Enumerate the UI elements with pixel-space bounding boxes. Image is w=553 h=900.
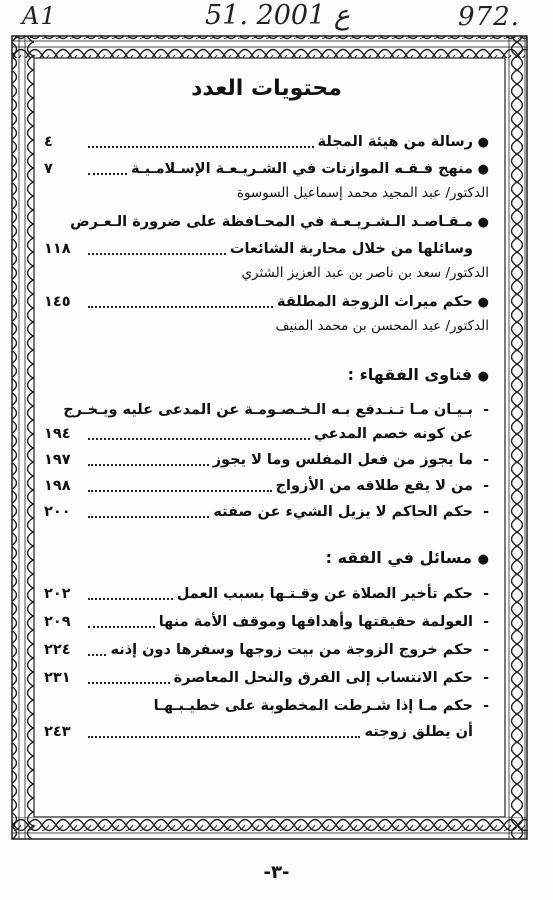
page-ref: ٧	[44, 161, 53, 177]
toc-entry	[44, 210, 489, 234]
leader-dots	[88, 625, 155, 628]
leader-dots	[88, 437, 310, 440]
table-of-contents	[44, 60, 489, 820]
page-ref: ١٩٧	[44, 452, 71, 468]
author-line: الدكتور/ عبد المحسن بن محمد المنيف	[275, 318, 489, 334]
page-ref: ٢٠٢	[44, 586, 71, 602]
author-line: الدكتور/ عبد المجيد محمد إسماعيل السوسوة	[236, 185, 489, 201]
leader-dots	[88, 653, 106, 656]
toc-item: - حكم تأخير الصلاة عن وقـتـها بسبب العمل ٢٠٢	[44, 586, 489, 602]
bullet-icon: ●	[477, 161, 489, 177]
item-title: أن يطلق زوجته	[364, 724, 473, 740]
page-ref: ٤	[44, 134, 53, 150]
bullet-icon: ●	[477, 214, 489, 230]
page-ref: ٢٢٤	[44, 642, 71, 658]
toc-entry	[44, 130, 489, 154]
toc-item: - بـيـان مـا تـنـدفع بـه الـخـصـومـة عن المدعى عليه ويـخـرج	[63, 402, 489, 418]
section-heading-text: فتاوى الفقهاء :	[347, 365, 473, 384]
page-ref: ٢٠٠	[44, 504, 71, 520]
leader-dots	[88, 145, 314, 148]
item-title: حكم تأخير الصلاة عن وقـتـها بسبب العمل	[176, 586, 473, 602]
toc-item-continuation	[44, 422, 489, 446]
item-title: حكم الحاكم لا يزيل الشيء عن صفته	[213, 504, 473, 520]
entry-title: منهج فـقـه الموازنات في الشـريـعـة الإسـلامـيـة	[130, 161, 473, 177]
leader-dots	[88, 597, 173, 600]
page-number: -٣-	[263, 862, 290, 883]
toc-item: - حكم مـا إذا شـرطت المخطوبة على خطيـبـهـا	[153, 698, 489, 714]
entry-title: مـقـاصـد الـشـريـعـة في المحـافظة على ضرورة الـعـرض	[70, 214, 473, 230]
toc-entry	[44, 157, 489, 181]
item-title: العولمة حقيقتها وأهدافها وموقف الأمة منها	[158, 614, 473, 630]
leader-dots	[88, 515, 209, 518]
page-ref: ٢٤٣	[44, 724, 71, 740]
toc-item: - حكم الانتساب إلى الفرق والنحل المعاصرة ٢٣١	[44, 670, 489, 686]
item-title: حكم الانتساب إلى الفرق والنحل المعاصرة	[173, 670, 473, 686]
bullet-icon: ●	[477, 552, 489, 567]
toc-item: - العولمة حقيقتها وأهدافها وموقف الأمة منها ٢٠٩	[44, 614, 489, 630]
page-ref: ١٤٥	[44, 294, 71, 310]
leader-dots	[88, 305, 273, 308]
page-ref: ١٩٤	[44, 426, 71, 442]
toc-entry	[44, 290, 489, 314]
leader-dots	[88, 489, 272, 492]
entry-title: حكم ميراث الزوجة المطلقة	[277, 294, 473, 310]
page-title: محتويات العدد	[191, 76, 342, 101]
page-ref: ٢٣١	[44, 670, 71, 686]
bullet-icon: ●	[477, 294, 489, 310]
leader-dots	[88, 172, 127, 175]
section-heading-masail	[326, 548, 489, 567]
item-title: حكم مـا إذا شـرطت المخطوبة على خطيـبـهـا	[153, 698, 473, 714]
bullet-icon: ●	[477, 369, 489, 384]
toc-item: - حكم الحاكم لا يزيل الشيء عن صفته ٢٠٠	[44, 504, 489, 520]
page-ref: ١١٨	[44, 241, 71, 257]
leader-dots	[88, 463, 209, 466]
leader-dots	[88, 735, 360, 738]
entry-title: رسالة من هيئة المجلة	[317, 134, 473, 150]
toc-item: - ما يجوز من فعل المفلس وما لا يجوز ١٩٧	[44, 452, 489, 468]
handwritten-code-middle: 51. ع 2001	[205, 0, 350, 31]
author-line: الدكتور/ سعد بن ناصر بن عبد العزيز الشثري	[241, 265, 489, 281]
item-title: حكم خروج الزوجة من بيت زوجها وسفرها دون إذنه	[110, 642, 473, 658]
toc-item: - حكم خروج الزوجة من بيت زوجها وسفرها دون إذنه ٢٢٤	[44, 642, 489, 658]
entry-title: وسائلها من خلال محاربة الشائعات	[229, 241, 473, 257]
handwritten-code-right: 972.	[458, 2, 520, 32]
toc-item-continuation	[44, 720, 489, 744]
section-heading-fatawa	[348, 365, 489, 384]
leader-dots	[88, 252, 226, 255]
page-ref: ١٩٨	[44, 478, 71, 494]
bullet-icon: ●	[477, 134, 489, 150]
item-title: ما يجوز من فعل المفلس وما لا يجوز	[212, 452, 473, 468]
item-title: من لا يقع طلاقه من الأزواج	[275, 478, 473, 494]
page-ref: ٢٠٩	[44, 614, 71, 630]
leader-dots	[88, 681, 170, 684]
toc-item: - من لا يقع طلاقه من الأزواج ١٩٨	[44, 478, 489, 494]
section-heading-text: مسائل في الفقه :	[325, 548, 473, 567]
toc-entry-continuation	[44, 237, 489, 261]
handwritten-code-left: A1	[22, 2, 57, 30]
item-title: بـيـان مـا تـنـدفع بـه الـخـصـومـة عن المدعى عليه ويـخـرج	[63, 402, 473, 418]
item-title: عن كونه خصم المدعي	[313, 426, 473, 442]
